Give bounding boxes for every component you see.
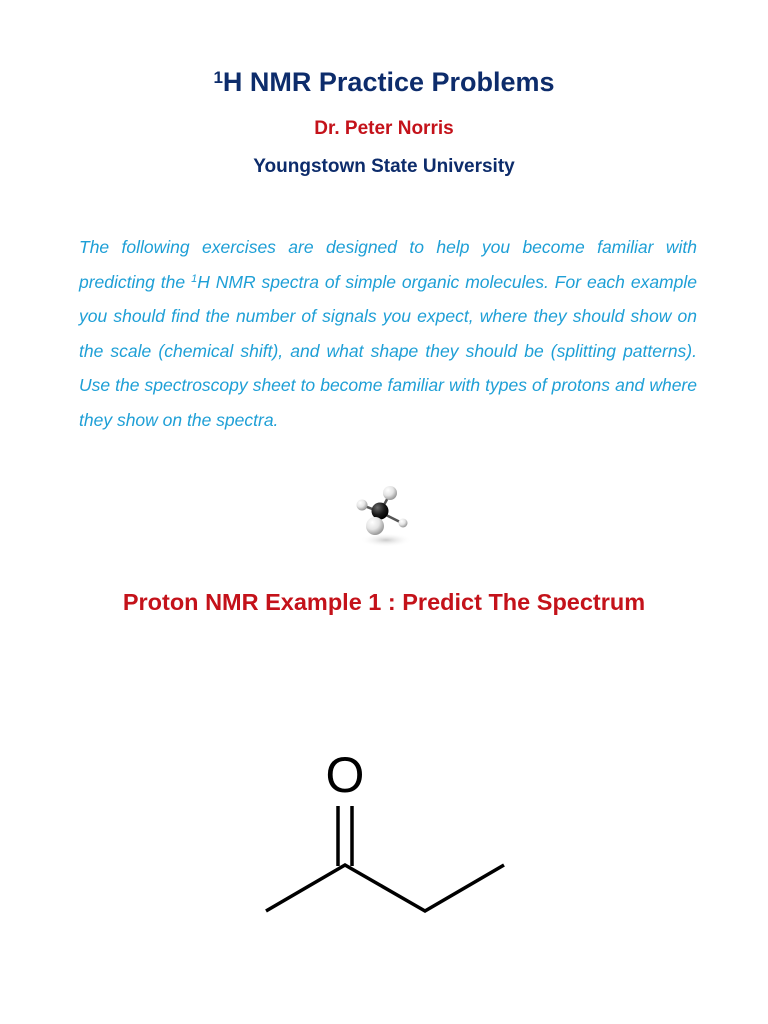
example-heading: Proton NMR Example 1 : Predict The Spectrum xyxy=(122,589,646,615)
methane-molecule-icon xyxy=(348,478,420,550)
author-name: Dr. Peter Norris xyxy=(314,118,454,139)
title-text: H NMR Practice Problems xyxy=(222,67,555,97)
carbonyl-double-bond xyxy=(338,806,352,866)
page-title xyxy=(0,62,768,102)
oxygen-atom-label: O xyxy=(325,747,365,803)
title-superscript: 1 xyxy=(213,68,223,87)
intro-paragraph xyxy=(79,230,697,438)
intro-text-part2: H NMR spectra of simple organic molecules. For each example you should find the number of signals you expect, where they should show on the scale (chemical shift), and what shape they should be (splitting patterns). Use the spectroscopy sheet to become familiar with types of protons and where they show on the spectra. xyxy=(79,271,697,430)
carbon-skeleton xyxy=(266,865,504,911)
institution-name: Youngstown State University xyxy=(253,156,515,177)
intro-text-part1: The following exercises are designed to help you become familiar with predicting the xyxy=(79,237,697,292)
butanone-structure xyxy=(250,740,520,930)
intro-superscript: 1 xyxy=(191,272,198,285)
